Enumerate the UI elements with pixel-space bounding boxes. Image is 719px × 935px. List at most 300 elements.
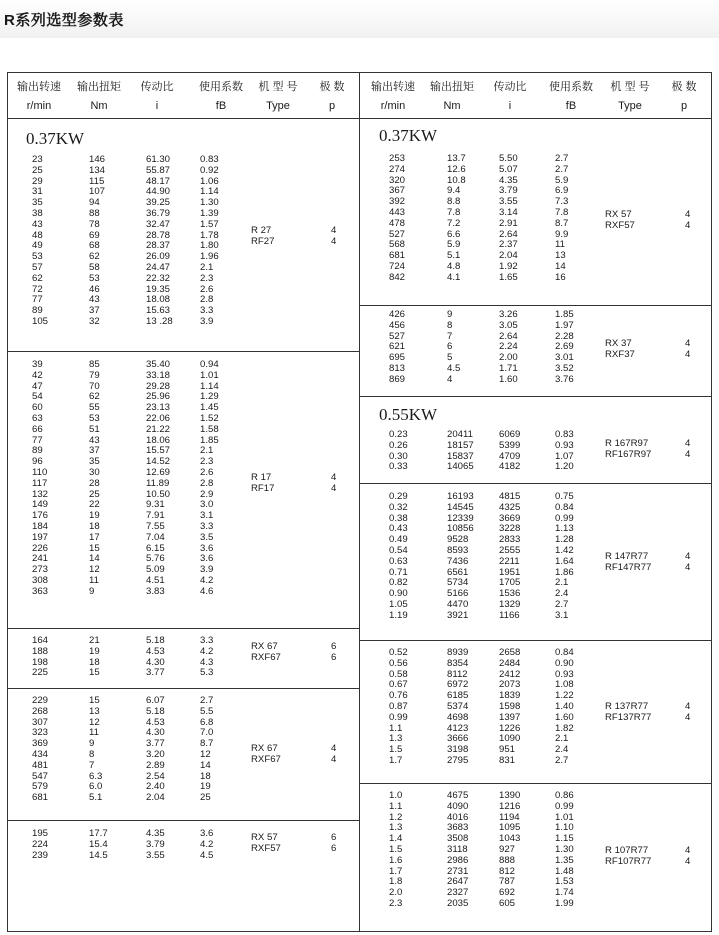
table-cell: 14.52 bbox=[146, 456, 171, 468]
table-cell: 66 bbox=[32, 423, 43, 435]
table-cell: 8.7 bbox=[200, 738, 214, 750]
model-type-label: RXF57 bbox=[605, 219, 635, 231]
table-cell: 3.79 bbox=[146, 838, 165, 850]
header-torque: 输出扭矩 bbox=[77, 81, 121, 93]
table-cell: 3.55 bbox=[146, 849, 165, 861]
ratio-column bbox=[146, 829, 165, 861]
table-cell: 1.2 bbox=[389, 811, 403, 823]
table-cell: 1.99 bbox=[555, 897, 574, 909]
table-cell: 12.6 bbox=[447, 163, 466, 175]
table-cell: 25 bbox=[200, 792, 211, 804]
table-cell: 195 bbox=[32, 828, 49, 839]
group-divider bbox=[8, 688, 359, 689]
table-cell: 7.2 bbox=[447, 217, 461, 229]
table-cell: 25 bbox=[32, 164, 43, 176]
table-cell: 1.40 bbox=[555, 700, 574, 712]
factor-column bbox=[555, 648, 574, 767]
table-cell: 478 bbox=[389, 217, 406, 229]
table-cell: 268 bbox=[32, 705, 49, 717]
poles-value: 4 bbox=[685, 845, 691, 856]
table-cell: 2.00 bbox=[499, 352, 518, 364]
table-cell: 2555 bbox=[499, 544, 521, 556]
poles-value: 4 bbox=[331, 482, 337, 494]
table-cell: 4 bbox=[447, 373, 453, 385]
table-cell: 888 bbox=[499, 854, 516, 866]
table-cell: 0.29 bbox=[389, 491, 408, 502]
table-cell: 1.3 bbox=[389, 733, 403, 745]
table-cell: 16 bbox=[555, 271, 566, 283]
table-cell: 48 bbox=[32, 229, 43, 241]
table-cell: 3.3 bbox=[200, 520, 214, 532]
model-type-label: RF137R77 bbox=[605, 711, 652, 723]
table-cell: 5.09 bbox=[146, 564, 165, 576]
table-cell: 18 bbox=[200, 770, 211, 782]
table-cell: 24.47 bbox=[146, 261, 171, 273]
poles-value: 4 bbox=[685, 209, 691, 220]
poles-value: 4 bbox=[331, 225, 337, 236]
table-cell: 1.60 bbox=[499, 373, 518, 385]
table-cell: 39 bbox=[32, 359, 43, 370]
table-cell: 19.35 bbox=[146, 283, 171, 295]
speed-column bbox=[32, 155, 48, 328]
table-cell: 2.7 bbox=[200, 695, 214, 706]
table-cell: 51 bbox=[89, 423, 100, 435]
table-cell: 1.8 bbox=[389, 876, 403, 888]
table-cell: 4.35 bbox=[499, 174, 518, 186]
header-ratio-unit: i bbox=[508, 100, 512, 112]
table-cell: 28 bbox=[89, 477, 100, 489]
table-cell: 1.71 bbox=[499, 362, 518, 374]
model-type-label: RXF67 bbox=[251, 753, 281, 765]
table-cell: 115 bbox=[89, 175, 105, 187]
header-model: 机 型 号 bbox=[610, 81, 650, 93]
table-cell: 8 bbox=[89, 748, 95, 760]
table-cell: 9 bbox=[89, 585, 95, 597]
table-cell: 527 bbox=[389, 330, 406, 342]
poles-value: 4 bbox=[685, 219, 691, 231]
table-cell: 15.4 bbox=[89, 838, 108, 850]
table-cell: 241 bbox=[32, 553, 49, 565]
table-cell: 3.3 bbox=[200, 305, 214, 317]
poles-value: 4 bbox=[331, 235, 337, 247]
table-cell: 1.07 bbox=[555, 450, 574, 462]
table-cell: 1194 bbox=[499, 811, 520, 823]
table-cell: 43 bbox=[32, 218, 43, 230]
group-divider bbox=[359, 483, 711, 484]
table-cell: 96 bbox=[32, 456, 43, 468]
table-cell: 2.1 bbox=[555, 733, 569, 745]
table-cell: 4.3 bbox=[200, 656, 214, 668]
table-cell: 3.3 bbox=[200, 635, 214, 646]
table-cell: 1.39 bbox=[200, 207, 219, 219]
table-cell: 434 bbox=[32, 748, 49, 760]
table-cell: 4090 bbox=[447, 800, 469, 812]
table-cell: 3.77 bbox=[146, 667, 165, 679]
table-cell: 1.14 bbox=[200, 186, 219, 198]
table-cell: 0.90 bbox=[389, 588, 408, 600]
table-cell: 4.35 bbox=[146, 828, 165, 839]
table-cell: 4.53 bbox=[146, 716, 165, 728]
ratio-column bbox=[499, 648, 520, 767]
header-torque-unit: Nm bbox=[90, 100, 108, 112]
table-cell: 77 bbox=[32, 434, 43, 446]
table-cell: 31 bbox=[32, 186, 43, 198]
table-cell: 7 bbox=[89, 759, 95, 771]
table-cell: 1.06 bbox=[200, 175, 219, 187]
torque-column bbox=[89, 696, 102, 804]
table-cell: 2.7 bbox=[555, 163, 569, 175]
poles bbox=[331, 744, 336, 766]
table-cell: 0.90 bbox=[555, 657, 574, 669]
speed-column bbox=[32, 829, 48, 861]
table-cell: 11 bbox=[555, 239, 565, 251]
speed-column bbox=[389, 492, 408, 622]
header-model-unit: Type bbox=[618, 100, 642, 112]
table-cell: 43 bbox=[89, 434, 100, 446]
table-cell: 1.08 bbox=[555, 679, 574, 691]
table-cell: 5.9 bbox=[555, 174, 569, 186]
table-cell: 0.87 bbox=[389, 700, 408, 712]
table-cell: 5399 bbox=[499, 439, 521, 451]
ratio-column bbox=[146, 155, 173, 328]
table-cell: 7.91 bbox=[146, 510, 165, 522]
title-bar bbox=[0, 0, 719, 38]
model-type-label: RF107R77 bbox=[605, 855, 652, 867]
table-cell: 1951 bbox=[499, 566, 521, 578]
table-cell: 53 bbox=[89, 272, 100, 284]
poles-value: 4 bbox=[685, 711, 691, 723]
table-cell: 1.85 bbox=[200, 434, 219, 446]
table-cell: 18 bbox=[89, 520, 100, 532]
table-cell: 42 bbox=[32, 369, 43, 381]
model-type-label: RX 67 bbox=[251, 641, 278, 652]
table-cell: 25.96 bbox=[146, 391, 171, 403]
table-cell: 4698 bbox=[447, 711, 469, 723]
table-cell: 54 bbox=[32, 391, 43, 403]
center-divider bbox=[359, 73, 360, 931]
table-cell: 4.8 bbox=[447, 260, 461, 272]
table-cell: 53 bbox=[89, 412, 100, 424]
table-cell: 12.69 bbox=[146, 466, 171, 478]
table-cell: 3.76 bbox=[555, 373, 574, 385]
model-type-label: R 147R77 bbox=[605, 551, 649, 562]
speed-column bbox=[389, 791, 402, 910]
poles-value: 6 bbox=[331, 842, 337, 854]
table-cell: 38 bbox=[32, 207, 43, 219]
table-cell: 55.87 bbox=[146, 164, 171, 176]
table-cell: 62 bbox=[32, 272, 43, 284]
table-cell: 273 bbox=[32, 564, 49, 576]
table-cell: 22.06 bbox=[146, 412, 171, 424]
table-cell: 1.65 bbox=[499, 271, 518, 283]
poles bbox=[331, 473, 336, 495]
table-cell: 4123 bbox=[447, 722, 469, 734]
table-cell: 32 bbox=[89, 315, 100, 327]
table-cell: 1.10 bbox=[555, 822, 574, 834]
table-cell: 5 bbox=[447, 352, 453, 364]
table-cell: 1.1 bbox=[389, 722, 403, 734]
table-cell: 8354 bbox=[447, 657, 469, 669]
table-cell: 117 bbox=[32, 477, 48, 489]
factor-column bbox=[200, 696, 213, 804]
torque-column bbox=[447, 791, 468, 910]
table-cell: 0.38 bbox=[389, 512, 408, 524]
poles-value: 4 bbox=[685, 561, 691, 573]
factor-column bbox=[200, 636, 213, 679]
table-cell: 831 bbox=[499, 754, 516, 766]
model-type-label: R 167R97 bbox=[605, 438, 649, 449]
model-type-label: RXF57 bbox=[251, 842, 281, 854]
table-cell: 68 bbox=[89, 240, 100, 252]
table-cell: 2327 bbox=[447, 887, 469, 899]
ratio-column bbox=[499, 154, 518, 284]
table-cell: 164 bbox=[32, 635, 49, 646]
table-cell: 320 bbox=[389, 174, 406, 186]
table-cell: 197 bbox=[32, 531, 49, 543]
table-cell: 621 bbox=[389, 341, 406, 353]
table-cell: 0.99 bbox=[555, 512, 574, 524]
poles bbox=[331, 226, 336, 248]
table-cell: 1.28 bbox=[555, 534, 574, 546]
table-cell: 3.1 bbox=[200, 510, 214, 522]
table-cell: 1.30 bbox=[555, 843, 574, 855]
table-cell: 88 bbox=[89, 207, 100, 219]
table-cell: 23.13 bbox=[146, 402, 171, 414]
table-cell: 1.35 bbox=[555, 854, 574, 866]
table-cell: 0.93 bbox=[555, 439, 574, 451]
table-cell: 9.31 bbox=[146, 499, 165, 511]
table-cell: 12 bbox=[200, 748, 211, 760]
poles bbox=[685, 210, 690, 232]
table-cell: 0.30 bbox=[389, 450, 408, 462]
table-cell: 0.56 bbox=[389, 657, 408, 669]
table-cell: 134 bbox=[89, 164, 106, 176]
model-type-label: RXF67 bbox=[251, 651, 281, 663]
table-cell: 4470 bbox=[447, 598, 469, 610]
table-cell: 18157 bbox=[447, 439, 474, 451]
table-cell: 9 bbox=[89, 738, 95, 750]
table-cell: 19 bbox=[89, 510, 100, 522]
torque-column bbox=[447, 154, 466, 284]
table-cell: 21 bbox=[89, 635, 100, 646]
table-cell: 2.3 bbox=[389, 897, 403, 909]
table-cell: 1.15 bbox=[555, 833, 574, 845]
table-cell: 6185 bbox=[447, 690, 469, 702]
table-cell: 8 bbox=[447, 319, 453, 331]
table-cell: 1397 bbox=[499, 711, 521, 723]
table-cell: 681 bbox=[32, 792, 49, 804]
table-cell: 2.04 bbox=[499, 250, 518, 262]
table-cell: 0.83 bbox=[200, 154, 219, 165]
group-divider bbox=[359, 783, 711, 784]
table-cell: 1.3 bbox=[389, 822, 403, 834]
table-cell: 57 bbox=[32, 261, 43, 273]
table-cell: 3.6 bbox=[200, 542, 214, 554]
table-cell: 1.45 bbox=[200, 402, 219, 414]
table-cell: 3.9 bbox=[200, 315, 214, 327]
model-type-label: RX 57 bbox=[605, 209, 632, 220]
table-cell: 3.05 bbox=[499, 319, 518, 331]
table-cell: 60 bbox=[32, 402, 43, 414]
table-cell: 2.91 bbox=[499, 217, 518, 229]
table-cell: 0.23 bbox=[389, 429, 408, 440]
model-type-label: RF167R97 bbox=[605, 448, 652, 460]
table-cell: 2647 bbox=[447, 876, 469, 888]
table-cell: 6.15 bbox=[146, 542, 165, 554]
poles bbox=[685, 702, 690, 724]
table-cell: 4.5 bbox=[200, 849, 214, 861]
table-cell: 0.52 bbox=[389, 647, 408, 658]
table-cell: 4.6 bbox=[200, 585, 214, 597]
model-type-label: RXF37 bbox=[605, 348, 635, 360]
table-cell: 308 bbox=[32, 574, 49, 586]
table-cell: 1839 bbox=[499, 690, 521, 702]
ratio-column bbox=[499, 791, 520, 910]
table-cell: 787 bbox=[499, 876, 516, 888]
table-cell: 7.8 bbox=[447, 206, 461, 218]
table-cell: 692 bbox=[499, 887, 516, 899]
header-factor-unit: fB bbox=[565, 100, 577, 112]
table-cell: 1.52 bbox=[200, 412, 219, 424]
table-cell: 0.67 bbox=[389, 679, 408, 691]
table-cell: 3.77 bbox=[146, 738, 165, 750]
table-cell: 14 bbox=[200, 759, 211, 771]
table-cell: 4815 bbox=[499, 491, 521, 502]
table-cell: 0.99 bbox=[555, 800, 574, 812]
table-cell: 55 bbox=[89, 402, 100, 414]
ratio-column bbox=[146, 696, 165, 804]
table-cell: 63 bbox=[32, 412, 43, 424]
table-cell: 3.52 bbox=[555, 362, 574, 374]
model-type-label: RF17 bbox=[251, 482, 275, 494]
table-cell: 5.07 bbox=[499, 163, 518, 175]
factor-column bbox=[555, 154, 568, 284]
table-cell: 72 bbox=[32, 283, 43, 295]
table-cell: 4016 bbox=[447, 811, 469, 823]
table-cell: 1.85 bbox=[555, 309, 574, 320]
table-cell: 695 bbox=[389, 352, 406, 364]
table-cell: 0.84 bbox=[555, 647, 574, 658]
table-cell: 2.1 bbox=[555, 577, 569, 589]
header-poles-unit: p bbox=[328, 100, 336, 112]
table-cell: 1.6 bbox=[389, 854, 403, 866]
table-cell: 1.4 bbox=[389, 833, 403, 845]
torque-column bbox=[447, 310, 460, 386]
table-cell: 1.74 bbox=[555, 887, 574, 899]
table-cell: 1.01 bbox=[555, 811, 574, 823]
table-cell: 1.92 bbox=[499, 260, 518, 272]
table-cell: 1329 bbox=[499, 598, 521, 610]
torque-column bbox=[447, 648, 468, 767]
table-cell: 4675 bbox=[447, 790, 469, 801]
table-cell: 1.30 bbox=[200, 197, 219, 209]
table-cell: 20411 bbox=[447, 429, 473, 440]
table-cell: 13.7 bbox=[447, 153, 466, 164]
table-cell: 1.96 bbox=[200, 251, 219, 263]
poles-value: 4 bbox=[331, 753, 337, 765]
table-cell: 32.47 bbox=[146, 218, 171, 230]
table-cell: 15 bbox=[89, 542, 100, 554]
table-cell: 0.83 bbox=[555, 429, 574, 440]
table-cell: 2.7 bbox=[555, 153, 569, 164]
ratio-column bbox=[499, 430, 520, 473]
table-cell: 4.53 bbox=[146, 645, 165, 657]
table-cell: 23 bbox=[32, 154, 43, 165]
model-type bbox=[251, 833, 281, 855]
table-cell: 36.79 bbox=[146, 207, 171, 219]
model-type bbox=[605, 552, 651, 574]
header-ratio-unit: i bbox=[155, 100, 159, 112]
table-cell: 229 bbox=[32, 695, 49, 706]
table-cell: 813 bbox=[389, 362, 406, 374]
table-cell: 7.04 bbox=[146, 531, 165, 543]
table-cell: 5.50 bbox=[499, 153, 518, 164]
table-cell: 14545 bbox=[447, 501, 474, 513]
table-cell: 13 bbox=[555, 250, 566, 262]
table-cell: 0.84 bbox=[555, 501, 574, 513]
table-cell: 527 bbox=[389, 228, 406, 240]
model-type-label: R 27 bbox=[251, 225, 272, 236]
table-cell: 29 bbox=[32, 175, 43, 187]
table-cell: 2.8 bbox=[200, 294, 214, 306]
table-cell: 26.09 bbox=[146, 251, 171, 263]
table-cell: 481 bbox=[32, 759, 49, 771]
table-cell: 2.6 bbox=[200, 283, 214, 295]
table-cell: 4.2 bbox=[200, 838, 214, 850]
header-speed-unit: r/min bbox=[380, 100, 406, 112]
table-cell: 0.63 bbox=[389, 555, 408, 567]
header-factor: 使用系数 bbox=[199, 81, 243, 93]
table-cell: 363 bbox=[32, 585, 49, 597]
table-cell: 2211 bbox=[499, 555, 520, 567]
table-cell: 58 bbox=[89, 261, 100, 273]
table-cell: 47 bbox=[32, 380, 43, 392]
table-cell: 0.93 bbox=[555, 668, 574, 680]
poles-value: 4 bbox=[685, 438, 691, 449]
table-cell: 2.1 bbox=[200, 445, 214, 457]
group-divider bbox=[8, 820, 359, 821]
table-cell: 443 bbox=[389, 206, 406, 218]
table-cell: 6.07 bbox=[146, 695, 165, 706]
table-cell: 3.14 bbox=[499, 206, 518, 218]
group-divider bbox=[8, 351, 359, 352]
table-cell: 25 bbox=[89, 488, 100, 500]
poles-value: 4 bbox=[685, 448, 691, 460]
model-type-label: RF147R77 bbox=[605, 561, 652, 573]
table-cell: 14 bbox=[89, 553, 100, 565]
table-cell: 1.19 bbox=[389, 609, 408, 621]
table-cell: 5374 bbox=[447, 700, 469, 712]
factor-column bbox=[200, 360, 219, 598]
table-cell: 4.5 bbox=[447, 362, 461, 374]
table-cell: 2833 bbox=[499, 534, 521, 546]
table-cell: 22.32 bbox=[146, 272, 171, 284]
speed-column bbox=[389, 648, 408, 767]
factor-column bbox=[200, 829, 213, 861]
table-cell: 5734 bbox=[447, 577, 469, 589]
table-cell: 5166 bbox=[447, 588, 469, 600]
table-cell: 4.1 bbox=[447, 271, 461, 283]
table-cell: 224 bbox=[32, 838, 49, 850]
table-cell: 0.99 bbox=[389, 711, 408, 723]
table-cell: 1.7 bbox=[389, 754, 403, 766]
table-cell: 5.1 bbox=[89, 792, 103, 804]
group-divider bbox=[8, 628, 359, 629]
table-cell: 1.22 bbox=[555, 690, 574, 702]
table-cell: 35.40 bbox=[146, 359, 171, 370]
table-cell: 70 bbox=[89, 380, 100, 392]
table-cell: 39.25 bbox=[146, 197, 171, 209]
